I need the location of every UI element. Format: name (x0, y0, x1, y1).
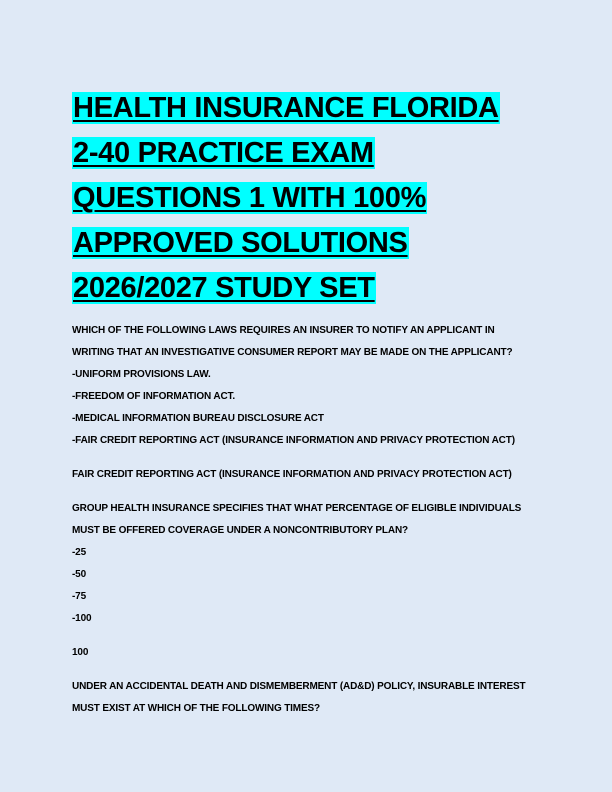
title-line: 2-40 PRACTICE EXAM (73, 137, 374, 169)
spacer (72, 664, 542, 676)
question-text: GROUP HEALTH INSURANCE SPECIFIES THAT WHAT PERCENTAGE OF ELIGIBLE INDIVIDUALS (72, 503, 522, 514)
title-highlight (72, 92, 500, 304)
correct-answer: FAIR CREDIT REPORTING ACT (INSURANCE INFORMATION AND PRIVACY PROTECTION ACT) (72, 469, 512, 480)
question-block (72, 498, 542, 664)
answer-option: -25 (72, 547, 87, 558)
spacer (72, 486, 542, 498)
answer-option: -MEDICAL INFORMATION BUREAU DISCLOSURE ACT (72, 413, 324, 424)
title-line: QUESTIONS 1 WITH 100% (73, 182, 427, 214)
question-text: MUST EXIST AT WHICH OF THE FOLLOWING TIMES? (72, 703, 320, 714)
title-line: 2026/2027 STUDY SET (73, 272, 375, 304)
document-body (72, 320, 542, 720)
answer-option: -50 (72, 569, 87, 580)
correct-answer: 100 (72, 647, 89, 658)
question-text: UNDER AN ACCIDENTAL DEATH AND DISMEMBERMENT (AD&D) POLICY, INSURABLE INTEREST (72, 681, 526, 692)
answer-option: -UNIFORM PROVISIONS LAW. (72, 369, 211, 380)
document-page (72, 86, 542, 720)
answer-option: -FREEDOM OF INFORMATION ACT. (72, 391, 236, 402)
document-title (72, 86, 542, 311)
spacer (72, 452, 542, 464)
answer-option: -100 (72, 613, 92, 624)
question-block (72, 320, 542, 486)
question-text: WRITING THAT AN INVESTIGATIVE CONSUMER REPORT MAY BE MADE ON THE APPLICANT? (72, 347, 513, 358)
title-line: APPROVED SOLUTIONS (73, 227, 408, 259)
answer-option: -FAIR CREDIT REPORTING ACT (INSURANCE INFORMATION AND PRIVACY PROTECTION ACT) (72, 435, 515, 446)
title-line: HEALTH INSURANCE FLORIDA (73, 92, 499, 124)
question-block (72, 676, 542, 720)
question-text: MUST BE OFFERED COVERAGE UNDER A NONCONTRIBUTORY PLAN? (72, 525, 408, 536)
spacer (72, 630, 542, 642)
question-text: WHICH OF THE FOLLOWING LAWS REQUIRES AN INSURER TO NOTIFY AN APPLICANT IN (72, 325, 495, 336)
answer-option: -75 (72, 591, 87, 602)
